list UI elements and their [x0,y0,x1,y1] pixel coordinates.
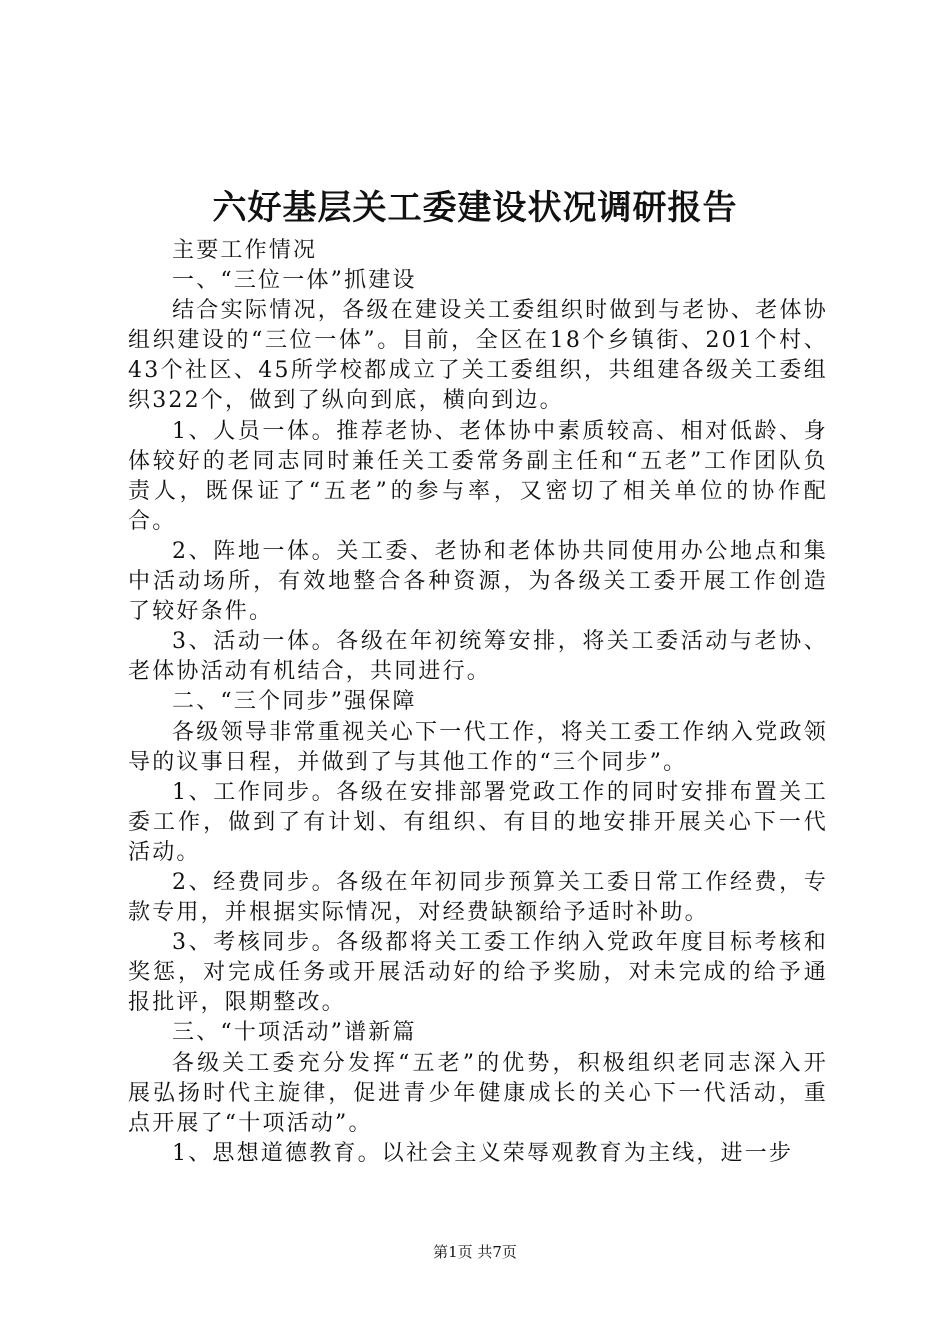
body-paragraph: 1、人员一体。推荐老协、老体协中素质较高、相对低龄、身体较好的老同志同时兼任关工委常务副主任和“五老”工作团队负责人，既保证了“五老”的参与率，又密切了相关单位的协作配合。 [128,418,828,534]
body-paragraph: 3、考核同步。各级都将关工委工作纳入党政年度目标考核和奖惩，对完成任务或开展活动好的给予奖励，对未完成的给予通报批评，限期整改。 [128,930,828,1016]
body-paragraph: 各级领导非常重视关心下一代工作，将关工委工作纳入党政领导的议事日程，并做到了与其他工作的“三个同步”。 [128,719,828,775]
body-paragraph: 2、经费同步。各级在年初同步预算关工委日常工作经费，专款专用，并根据实际情况，对经费缺额给予适时补助。 [128,869,828,926]
document-title: 六好基层关工委建设状况调研报告 [212,188,738,228]
section-heading: 三、“十项活动”谱新篇 [172,1020,417,1046]
document-body [128,236,828,1169]
section-heading: 一、“三位一体”抓建设 [172,268,417,294]
body-paragraph: 1、思想道德教育。以社会主义荣辱观教育为主线，进一步 [172,1140,794,1166]
page-footer: 第1页 共7页 [433,1243,517,1261]
section-heading: 二、“三个同步”强保障 [172,689,417,715]
body-paragraph: 结合实际情况，各级在建设关工委组织时做到与老协、老体协组织建设的“三位一体”。目前，全区在18个乡镇街、201个村、43个社区、45所学校都成立了关工委组织，共组建各级关工委组织322个，做到了纵向到底，横向到边。 [128,298,828,414]
body-paragraph: 主要工作情况 [172,238,318,263]
body-paragraph: 3、活动一体。各级在年初统筹安排，将关工委活动与老协、老体协活动有机结合，共同进行。 [128,629,828,685]
body-paragraph: 1、工作同步。各级在安排部署党政工作的同时安排布置关工委工作，做到了有计划、有组织、有目的地安排开展关心下一代活动。 [128,779,828,865]
body-paragraph: 2、阵地一体。关工委、老协和老体协共同使用办公地点和集中活动场所，有效地整合各种资源，为各级关工委开展工作创造了较好条件。 [128,538,828,625]
body-paragraph: 各级关工委充分发挥“五老”的优势，积极组织老同志深入开展弘扬时代主旋律，促进青少年健康成长的关心下一代活动，重点开展了“十项活动”。 [128,1050,828,1136]
